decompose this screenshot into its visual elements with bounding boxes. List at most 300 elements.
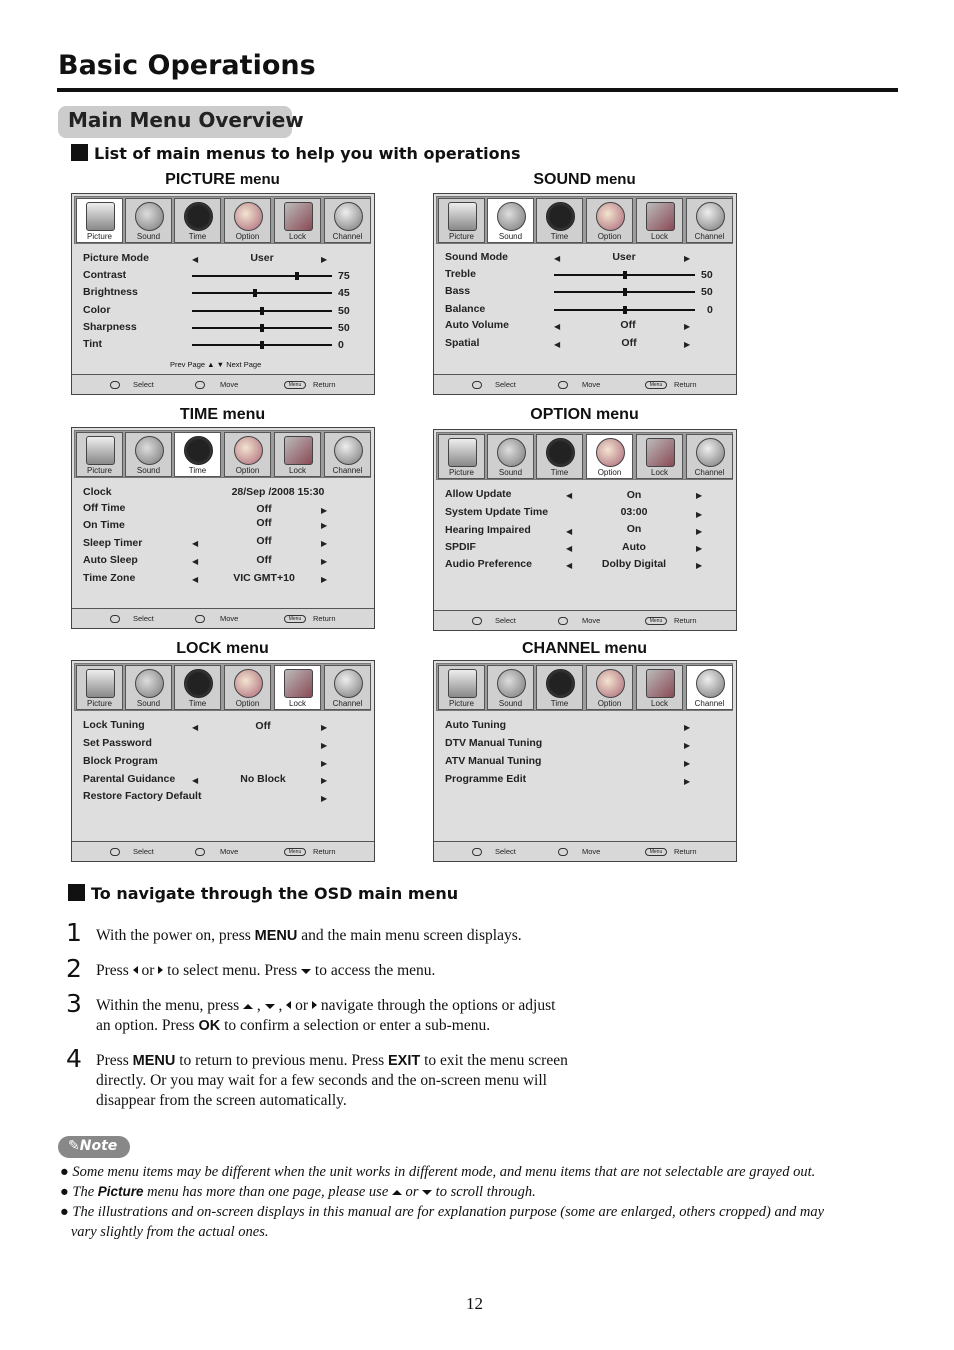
menu-tab-bar [436,432,733,480]
menu-item[interactable]: Brightness [83,286,138,298]
subheading-text: To navigate through the OSD main menu [91,884,459,903]
note-text: vary slightly from the actual ones. [70,1224,269,1240]
headphones-icon [497,669,526,698]
step-number: 4 [66,1044,82,1073]
menu-item[interactable]: ATV Manual Tuning [445,755,542,767]
down-arrow-icon [422,1190,432,1195]
step-text: to return to previous menu. Press [175,1052,388,1069]
color-slider[interactable] [192,310,332,312]
paperclip-icon: ✎ [68,1138,80,1154]
time-menu-panel [71,427,375,629]
note-label: Note [79,1138,118,1154]
clock-icon [184,669,213,698]
sharpness-slider[interactable] [192,327,332,329]
note-text: or [405,1184,419,1200]
footer-move: Move [220,380,239,389]
note-1: ● Some menu items may be different when the unit works in different mode, and menu items that are not selectable are grayed out. [60,1164,816,1180]
arrow-left-icon[interactable]: ◀ [192,255,199,264]
menu-footer [72,841,374,861]
menu-item[interactable]: System Update Time [445,506,549,518]
left-arrow-icon [286,1001,291,1009]
menu-button-icon: Menu [284,615,306,623]
arrow-left-icon[interactable]: ◀ [566,527,573,536]
subheading-menus [71,144,521,163]
arrow-left-icon[interactable]: ◀ [192,557,199,566]
pager-page: Page [187,360,206,369]
menu-footer [72,608,374,628]
menu-footer [72,374,374,394]
pager-next[interactable]: Next [226,360,242,369]
tab-option[interactable] [586,434,633,479]
footer-select: Select [133,380,154,389]
arrow-right-icon[interactable]: ▶ [684,723,691,732]
picture-menu-title [71,171,374,189]
tint-value: 0 [338,339,344,351]
tab-sound[interactable] [125,432,172,477]
tab-time[interactable] [174,432,221,477]
arrow-right-icon[interactable]: ▶ [684,340,691,349]
tab-option[interactable] [224,432,271,477]
step-1-text [96,926,522,946]
tab-label: Sound [136,466,161,475]
footer-move: Move [220,614,239,623]
tab-time[interactable] [174,198,221,243]
page-title: Basic Operations [58,50,316,81]
tab-sound[interactable] [125,198,172,243]
tab-channel[interactable] [324,665,371,710]
tab-sound[interactable] [487,198,534,243]
up-down-button-icon [558,617,568,625]
menu-item[interactable]: DTV Manual Tuning [445,737,543,749]
note-text: The illustrations and on-screen displays in this manual are for explanation purpose (some are enlarged, others cropped) and may [72,1204,825,1220]
tab-option[interactable] [586,198,633,243]
menu-item[interactable]: Sharpness [83,321,137,333]
menu-item[interactable]: Color [83,304,111,316]
tab-label: Channel [694,232,725,241]
slider-knob[interactable] [253,289,257,297]
menu-item[interactable]: Spatial [445,337,480,349]
section-title: Main Menu Overview [58,106,292,138]
tab-lock[interactable] [636,665,683,710]
contrast-slider[interactable] [192,275,332,277]
left-right-button-icon [472,617,482,625]
clock-icon [184,436,213,465]
tab-label: Time [550,232,569,241]
footer-move: Move [582,380,601,389]
tab-time[interactable] [536,434,583,479]
menu-button-icon: Menu [645,617,667,625]
arrow-left-icon[interactable]: ◀ [566,491,573,500]
step-text: Press [96,962,129,979]
footer-move: Move [582,847,601,856]
camera-icon [448,202,477,231]
arrow-right-icon[interactable]: ▶ [321,575,328,584]
note-2: ● The Picture menu has more than one page, please use or to scroll through. [60,1184,536,1200]
slider-knob[interactable] [260,307,264,315]
option-icon [234,669,263,698]
arrow-right-icon[interactable]: ▶ [321,521,328,530]
menu-item[interactable]: Sound Mode [445,251,508,263]
step-2-text [96,961,435,981]
step-text: and the main menu screen displays. [297,927,522,944]
arrow-left-icon[interactable]: ◀ [554,254,561,263]
arrow-right-icon[interactable]: ▶ [684,254,691,263]
arrow-left-icon[interactable]: ◀ [192,723,199,732]
menu-button-icon: Menu [284,848,306,856]
menu-button-icon: Menu [284,381,306,389]
note-text: Some menu items may be different when the unit works in different mode, and menu items that are not selectable are grayed out. [72,1164,816,1180]
exit-key: EXIT [387,1053,421,1069]
arrow-right-icon[interactable]: ▶ [684,759,691,768]
menu-key: MENU [132,1053,176,1069]
arrow-right-icon[interactable]: ▶ [321,759,328,768]
tab-picture[interactable] [438,434,485,479]
arrow-left-icon[interactable]: ◀ [192,575,199,584]
menu-tab-bar [74,196,371,244]
menu-item[interactable]: Off Time [83,502,126,514]
camera-icon [86,669,115,698]
tab-label: Channel [694,468,725,477]
arrow-left-icon[interactable]: ◀ [566,561,573,570]
tab-label: Picture [449,232,474,241]
tab-time[interactable] [536,198,583,243]
satellite-icon [696,202,725,231]
up-down-button-icon [195,615,205,623]
footer-move: Move [220,847,239,856]
menu-item[interactable]: Allow Update [445,488,512,500]
footer-select: Select [495,380,516,389]
tab-label: Lock [651,232,668,241]
subheading-navigate [68,884,458,903]
step-text: to access the menu. [314,962,436,979]
tab-channel[interactable] [324,198,371,243]
tab-time[interactable] [536,665,583,710]
tab-option[interactable] [586,665,633,710]
tab-picture[interactable] [76,665,123,710]
tab-label: Lock [289,699,306,708]
allow-update-value: On [626,489,642,501]
tab-picture[interactable] [438,198,485,243]
tab-picture[interactable] [76,432,123,477]
balance-slider[interactable] [554,309,695,311]
auto-sleep-value: Off [256,554,272,566]
arrow-left-icon[interactable]: ◀ [566,544,573,553]
tab-label: Time [188,466,207,475]
sound-mode-value: User [612,251,636,263]
headphones-icon [135,202,164,231]
step-text: to exit the menu screen [420,1052,568,1069]
option-icon [596,438,625,467]
slider-knob[interactable] [260,341,264,349]
sharpness-value: 50 [338,322,350,334]
tab-channel[interactable] [686,434,733,479]
tab-label: Channel [694,699,725,708]
clock-icon [184,202,213,231]
tab-lock[interactable] [636,434,683,479]
up-arrow-icon [243,1004,253,1009]
pager-page2: Page [243,360,262,369]
hearing-impaired-value: On [626,523,642,535]
square-bullet-icon [68,884,85,901]
audio-preference-value: Dolby Digital [601,558,667,570]
left-right-button-icon [472,381,482,389]
auto-volume-value: Off [620,319,636,331]
arrow-right-icon[interactable]: ▶ [321,557,328,566]
note-3: ● The illustrations and on-screen displays in this manual are for explanation purpose (some are enlarged, others cropped) and may vary slightly from the actual ones. [60,1204,825,1240]
arrow-right-icon[interactable]: ▶ [696,561,703,570]
lock-icon [646,438,675,467]
sound-title-rest: menu [595,171,636,188]
tab-label: Option [235,699,260,708]
slider-knob[interactable] [623,271,627,279]
tab-sound[interactable] [487,434,534,479]
down-arrow-icon [265,1004,275,1009]
slider-knob[interactable] [260,324,264,332]
lock-menu-title: LOCK menu [176,640,269,657]
arrow-right-icon[interactable]: ▶ [696,527,703,536]
bass-slider[interactable] [554,291,695,293]
page-down-icon[interactable]: ▼ [216,360,225,369]
tab-channel[interactable] [686,198,733,243]
headphones-icon [497,202,526,231]
down-arrow-icon [301,969,311,974]
tab-label: Picture [87,466,112,475]
arrow-right-icon[interactable]: ▶ [321,539,328,548]
lock-icon [284,202,313,231]
step-text: Press [96,1052,133,1069]
step-3-text: Within the menu, press , , or navigate through the options or adjust an option. Press OK to confirm a selection or enter a sub-menu. [96,997,556,1034]
satellite-icon [334,436,363,465]
tab-picture[interactable] [76,198,123,243]
arrow-left-icon[interactable]: ◀ [192,539,199,548]
menu-item[interactable]: Treble [445,268,476,280]
footer-return: Return [674,616,697,625]
arrow-right-icon[interactable]: ▶ [696,491,703,500]
lock-icon [284,669,313,698]
arrow-left-icon[interactable]: ◀ [554,322,561,331]
page-up-icon[interactable]: ▲ [207,360,215,369]
footer-return: Return [674,847,697,856]
channel-menu-panel [433,660,737,862]
tab-sound[interactable] [125,665,172,710]
tab-label: Channel [332,232,363,241]
menu-item[interactable]: Set Password [83,737,152,749]
square-bullet-icon [71,144,88,161]
menu-button-icon: Menu [645,381,667,389]
tab-label: Lock [289,466,306,475]
bass-value: 50 [701,286,713,298]
tab-picture[interactable] [438,665,485,710]
arrow-right-icon[interactable]: ▶ [321,776,328,785]
menu-item[interactable]: Programme Edit [445,773,527,785]
menu-item[interactable]: Restore Factory Default [83,790,202,802]
up-arrow-icon [392,1190,402,1195]
brightness-slider[interactable] [192,292,332,294]
tab-lock[interactable] [274,432,321,477]
menu-item[interactable]: Hearing Impaired [445,524,531,536]
slider-knob[interactable] [295,272,299,280]
up-down-button-icon [195,848,205,856]
step-text: to select menu. Press [167,962,298,979]
step-text: navigate through the options or adjust [320,997,556,1014]
menu-item[interactable]: Time Zone [83,572,136,584]
menu-item[interactable]: Bass [445,285,471,297]
ok-key: OK [198,1018,221,1034]
lock-icon [284,436,313,465]
tint-slider[interactable] [192,344,332,346]
step-text: or [141,962,155,979]
tab-label: Time [188,232,207,241]
menu-tab-bar [436,663,733,711]
satellite-icon [696,669,725,698]
tab-lock[interactable] [636,198,683,243]
arrow-right-icon[interactable]: ▶ [684,777,691,786]
menu-item[interactable]: On Time [83,519,125,531]
menu-item[interactable]: Clock [83,486,112,498]
arrow-right-icon[interactable]: ▶ [321,723,328,732]
title-rule [57,88,898,92]
treble-slider[interactable] [554,274,695,276]
menu-key: MENU [254,928,298,944]
menu-item[interactable]: Lock Tuning [83,719,145,731]
arrow-right-icon[interactable]: ▶ [696,510,703,519]
arrow-right-icon[interactable]: ▶ [321,506,328,515]
tab-label: Lock [289,232,306,241]
menu-item[interactable]: Auto Volume [445,319,509,331]
menu-item[interactable]: Auto Sleep [83,554,138,566]
pager-prev[interactable]: Prev [170,360,186,369]
up-down-button-icon [558,381,568,389]
picture-title-bold: PICTURE [165,171,236,188]
menu-button-icon: Menu [645,848,667,856]
slider-knob[interactable] [623,306,627,314]
treble-value: 50 [701,269,713,281]
tab-label: Sound [136,699,161,708]
sound-title-bold: SOUND [533,171,592,188]
parental-guidance-value: No Block [240,773,286,785]
channel-menu-title: CHANNEL menu [521,640,648,657]
menu-item[interactable]: Audio Preference [445,558,532,570]
menu-item[interactable]: Contrast [83,269,127,281]
left-arrow-icon [133,966,138,974]
option-menu-panel [433,429,737,631]
option-icon [234,436,263,465]
footer-select: Select [133,614,154,623]
tab-time[interactable] [174,665,221,710]
menu-tab-bar [436,196,733,244]
option-menu-title: OPTION menu [530,406,639,423]
right-arrow-icon [312,1001,317,1009]
step-text: directly. Or you may wait for a few seconds and the on-screen menu will [96,1072,547,1089]
pager [170,360,261,369]
note-badge [58,1136,130,1158]
clock-value: 28/Sep /2008 15:30 [231,486,325,498]
tab-label: Lock [651,468,668,477]
tab-option[interactable] [224,198,271,243]
arrow-right-icon[interactable]: ▶ [684,322,691,331]
tab-label: Picture [449,468,474,477]
arrow-right-icon[interactable]: ▶ [684,741,691,750]
arrow-right-icon[interactable]: ▶ [321,741,328,750]
step-number: 3 [66,989,82,1018]
tab-label: Picture [87,699,112,708]
sound-menu-title [433,171,736,189]
lock-icon [646,669,675,698]
slider-knob[interactable] [623,288,627,296]
tab-label: Option [235,466,260,475]
headphones-icon [497,438,526,467]
left-right-button-icon [472,848,482,856]
menu-tab-bar [74,430,371,478]
step-text: disappear from the screen automatically. [96,1092,347,1109]
menu-item[interactable]: Parental Guidance [83,773,176,785]
tab-sound[interactable] [487,665,534,710]
step-text: Within the menu, press [96,997,240,1014]
menu-item[interactable]: Picture Mode [83,252,149,264]
arrow-right-icon[interactable]: ▶ [696,544,703,553]
arrow-right-icon[interactable]: ▶ [321,255,328,264]
footer-return: Return [313,380,336,389]
menu-item[interactable]: Tint [83,338,103,350]
headphones-icon [135,669,164,698]
menu-item[interactable]: Balance [445,303,486,315]
tab-option[interactable] [224,665,271,710]
tab-channel[interactable] [686,665,733,710]
time-zone-value: VIC GMT+10 [233,572,295,584]
tab-label: Sound [136,232,161,241]
footer-select: Select [495,616,516,625]
footer-select: Select [133,847,154,856]
up-down-button-icon [195,381,205,389]
tab-channel[interactable] [324,432,371,477]
note-text: The [72,1184,98,1200]
arrow-left-icon[interactable]: ◀ [192,776,199,785]
tab-label: Option [597,699,622,708]
option-icon [596,669,625,698]
menu-item[interactable]: Block Program [83,755,158,767]
option-icon [234,202,263,231]
tab-label: Option [597,232,622,241]
note-text: menu has more than one page, please use [143,1184,389,1200]
menu-item[interactable]: SPDIF [445,541,476,553]
step-text: an option. Press [96,1017,199,1034]
menu-item[interactable]: Auto Tuning [445,719,507,731]
footer-return: Return [674,380,697,389]
camera-icon [448,669,477,698]
tab-label: Picture [87,232,112,241]
color-value: 50 [338,305,350,317]
tab-label: Sound [498,468,523,477]
arrow-right-icon[interactable]: ▶ [321,794,328,803]
tab-lock[interactable] [274,198,321,243]
menu-tab-bar [74,663,371,711]
menu-item[interactable]: Sleep Timer [83,537,143,549]
arrow-left-icon[interactable]: ◀ [554,340,561,349]
picture-title-rest: menu [239,171,280,188]
tab-label: Lock [651,699,668,708]
lock-menu-panel [71,660,375,862]
footer-move: Move [582,616,601,625]
tab-lock[interactable] [274,665,321,710]
clock-icon [546,202,575,231]
spdif-value: Auto [622,541,646,553]
spatial-value: Off [621,337,637,349]
tab-label: Time [550,699,569,708]
camera-icon [448,438,477,467]
left-right-button-icon [110,381,120,389]
on-time-value: Off [256,517,272,529]
balance-value: 0 [707,304,713,316]
